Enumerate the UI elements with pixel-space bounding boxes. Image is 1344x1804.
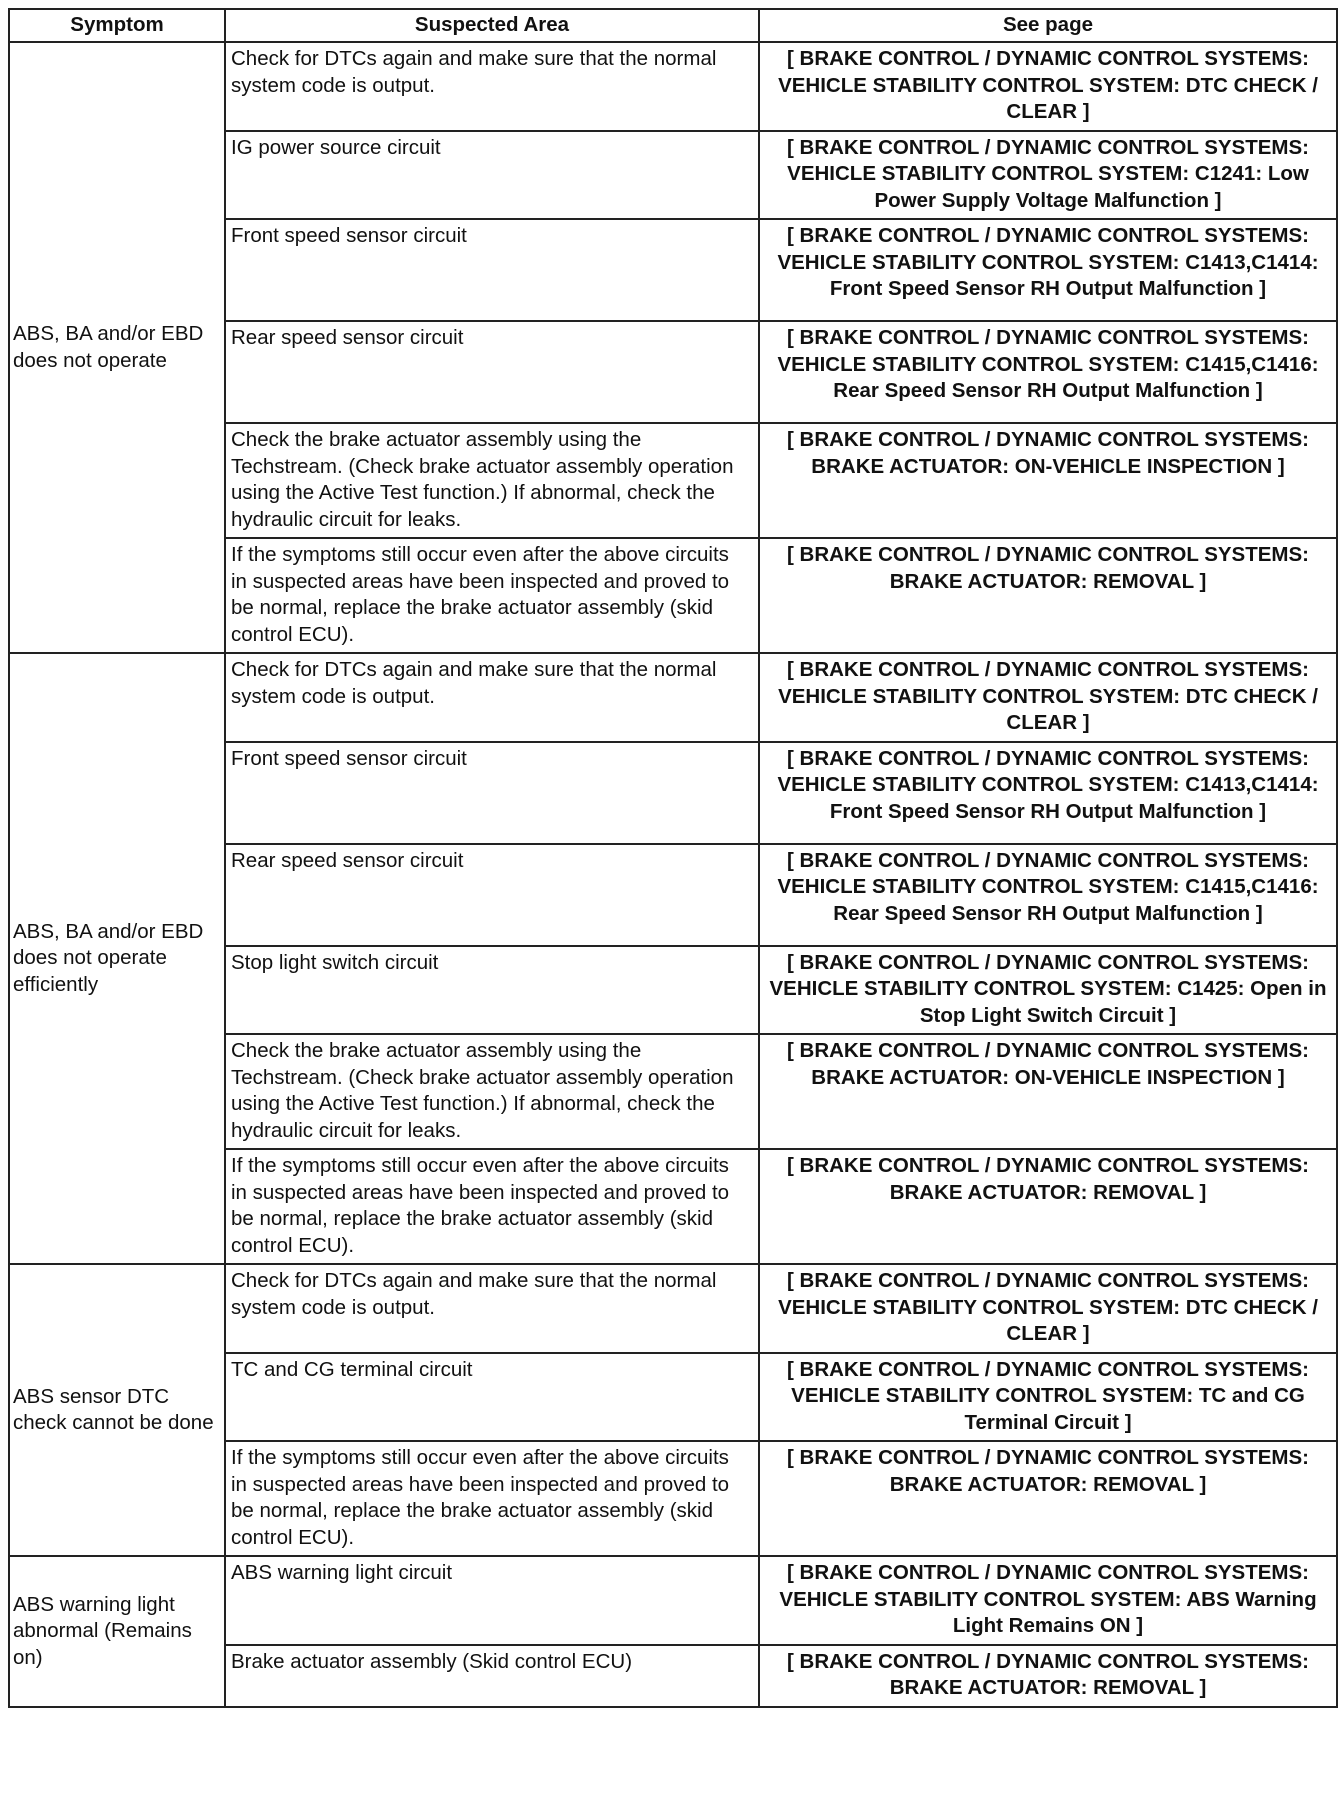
suspected-area-cell: Brake actuator assembly (Skid control ECU)	[225, 1645, 759, 1707]
suspected-area-cell: Check for DTCs again and make sure that the normal system code is output.	[225, 1264, 759, 1353]
suspected-area-cell: Front speed sensor circuit	[225, 742, 759, 844]
symptom-cell: ABS sensor DTC check cannot be done	[9, 1264, 225, 1556]
see-page-link[interactable]: [ BRAKE CONTROL / DYNAMIC CONTROL SYSTEMS: VEHICLE STABILITY CONTROL SYSTEM: C1413,C1414: Front Speed Sensor RH Output Malfunction ]	[759, 742, 1337, 844]
see-page-link[interactable]: [ BRAKE CONTROL / DYNAMIC CONTROL SYSTEMS: VEHICLE STABILITY CONTROL SYSTEM: C1413,C1414: Front Speed Sensor RH Output Malfunction ]	[759, 219, 1337, 321]
suspected-area-cell: Rear speed sensor circuit	[225, 844, 759, 946]
see-page-link[interactable]: [ BRAKE CONTROL / DYNAMIC CONTROL SYSTEMS: VEHICLE STABILITY CONTROL SYSTEM: C1415,C1416: Rear Speed Sensor RH Output Malfunction ]	[759, 844, 1337, 946]
table-row	[9, 653, 1337, 742]
suspected-area-cell: Front speed sensor circuit	[225, 219, 759, 321]
see-page-link[interactable]: [ BRAKE CONTROL / DYNAMIC CONTROL SYSTEMS: VEHICLE STABILITY CONTROL SYSTEM: DTC CHECK / CLEAR ]	[759, 42, 1337, 131]
see-page-link[interactable]: [ BRAKE CONTROL / DYNAMIC CONTROL SYSTEMS: VEHICLE STABILITY CONTROL SYSTEM: TC and CG Terminal Circuit ]	[759, 1353, 1337, 1442]
suspected-area-cell: Check the brake actuator assembly using the Techstream. (Check brake actuator assembly operation using the Active Test function.) If abnormal, check the hydraulic circuit for leaks.	[225, 1034, 759, 1149]
symptom-cell: ABS, BA and/or EBD does not operate	[9, 42, 225, 653]
see-page-link[interactable]: [ BRAKE CONTROL / DYNAMIC CONTROL SYSTEMS: BRAKE ACTUATOR: ON-VEHICLE INSPECTION ]	[759, 423, 1337, 538]
table-row	[9, 1556, 1337, 1645]
suspected-area-cell: Check the brake actuator assembly using the Techstream. (Check brake actuator assembly operation using the Active Test function.) If abnormal, check the hydraulic circuit for leaks.	[225, 423, 759, 538]
suspected-area-cell: ABS warning light circuit	[225, 1556, 759, 1645]
suspected-area-cell: If the symptoms still occur even after the above circuits in suspected areas have been inspected and proved to be normal, replace the brake actuator assembly (skid control ECU).	[225, 538, 759, 653]
suspected-area-cell: If the symptoms still occur even after the above circuits in suspected areas have been inspected and proved to be normal, replace the brake actuator assembly (skid control ECU).	[225, 1149, 759, 1264]
table-row	[9, 1264, 1337, 1353]
suspected-area-cell: Check for DTCs again and make sure that the normal system code is output.	[225, 653, 759, 742]
see-page-link[interactable]: [ BRAKE CONTROL / DYNAMIC CONTROL SYSTEMS: BRAKE ACTUATOR: REMOVAL ]	[759, 538, 1337, 653]
see-page-link[interactable]: [ BRAKE CONTROL / DYNAMIC CONTROL SYSTEMS: VEHICLE STABILITY CONTROL SYSTEM: DTC CHECK / CLEAR ]	[759, 1264, 1337, 1353]
see-page-link[interactable]: [ BRAKE CONTROL / DYNAMIC CONTROL SYSTEMS: VEHICLE STABILITY CONTROL SYSTEM: DTC CHECK / CLEAR ]	[759, 653, 1337, 742]
table-row	[9, 42, 1337, 131]
suspected-area-cell: Stop light switch circuit	[225, 946, 759, 1035]
suspected-area-cell: Rear speed sensor circuit	[225, 321, 759, 423]
header-see-page: See page	[759, 9, 1337, 42]
symptom-cell: ABS warning light abnormal (Remains on)	[9, 1556, 225, 1707]
suspected-area-cell: Check for DTCs again and make sure that the normal system code is output.	[225, 42, 759, 131]
suspected-area-cell: IG power source circuit	[225, 131, 759, 220]
see-page-link[interactable]: [ BRAKE CONTROL / DYNAMIC CONTROL SYSTEMS: BRAKE ACTUATOR: REMOVAL ]	[759, 1645, 1337, 1707]
see-page-link[interactable]: [ BRAKE CONTROL / DYNAMIC CONTROL SYSTEMS: BRAKE ACTUATOR: ON-VEHICLE INSPECTION ]	[759, 1034, 1337, 1149]
suspected-area-cell: If the symptoms still occur even after the above circuits in suspected areas have been inspected and proved to be normal, replace the brake actuator assembly (skid control ECU).	[225, 1441, 759, 1556]
see-page-link[interactable]: [ BRAKE CONTROL / DYNAMIC CONTROL SYSTEMS: BRAKE ACTUATOR: REMOVAL ]	[759, 1149, 1337, 1264]
symptom-cell: ABS, BA and/or EBD does not operate efficiently	[9, 653, 225, 1264]
see-page-link[interactable]: [ BRAKE CONTROL / DYNAMIC CONTROL SYSTEMS: BRAKE ACTUATOR: REMOVAL ]	[759, 1441, 1337, 1556]
suspected-area-cell: TC and CG terminal circuit	[225, 1353, 759, 1442]
header-suspected-area: Suspected Area	[225, 9, 759, 42]
see-page-link[interactable]: [ BRAKE CONTROL / DYNAMIC CONTROL SYSTEMS: VEHICLE STABILITY CONTROL SYSTEM: C1415,C1416: Rear Speed Sensor RH Output Malfunction ]	[759, 321, 1337, 423]
troubleshooting-table	[8, 8, 1338, 1708]
see-page-link[interactable]: [ BRAKE CONTROL / DYNAMIC CONTROL SYSTEMS: VEHICLE STABILITY CONTROL SYSTEM: C1241: Low Power Supply Voltage Malfunction ]	[759, 131, 1337, 220]
header-symptom: Symptom	[9, 9, 225, 42]
see-page-link[interactable]: [ BRAKE CONTROL / DYNAMIC CONTROL SYSTEMS: VEHICLE STABILITY CONTROL SYSTEM: ABS Warning Light Remains ON ]	[759, 1556, 1337, 1645]
header-row	[9, 9, 1337, 42]
see-page-link[interactable]: [ BRAKE CONTROL / DYNAMIC CONTROL SYSTEMS: VEHICLE STABILITY CONTROL SYSTEM: C1425: Open in Stop Light Switch Circuit ]	[759, 946, 1337, 1035]
